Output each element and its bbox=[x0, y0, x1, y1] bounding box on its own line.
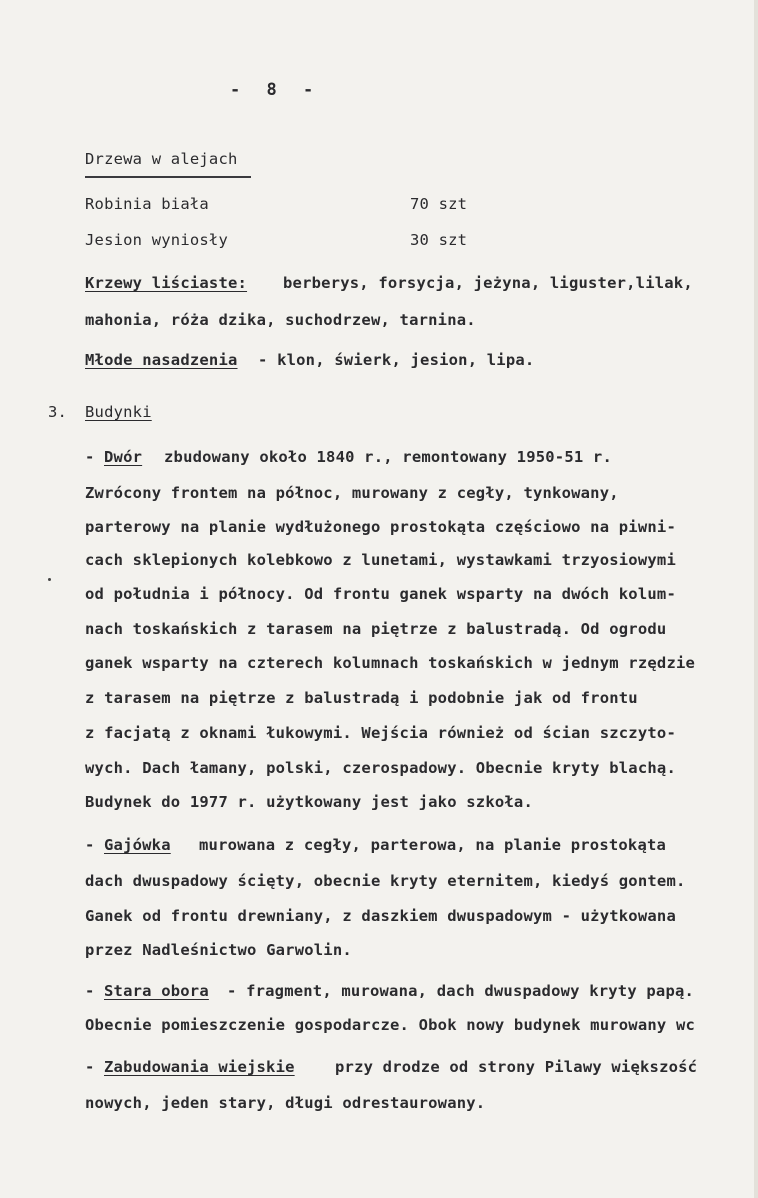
section-heading-buildings: Budynki bbox=[85, 403, 152, 421]
shrubs-label: Krzewy liściaste: bbox=[85, 274, 248, 292]
body-line: nowych, jeden stary, długi odrestaurowany. bbox=[85, 1094, 486, 1112]
body-line: ganek wsparty na czterech kolumnach toskańskich w jednym rzędzie bbox=[85, 654, 696, 672]
section-heading-avenues: Drzewa w alejach bbox=[85, 150, 238, 168]
body-line: przez Nadleśnictwo Garwolin. bbox=[85, 941, 352, 959]
dash: - bbox=[85, 836, 95, 854]
page-number: - 8 - bbox=[230, 80, 322, 100]
tree-name: Jesion wyniosły bbox=[85, 231, 228, 249]
shrubs-text: mahonia, róża dzika, suchodrzew, tarnina. bbox=[85, 311, 476, 329]
dash: - bbox=[85, 448, 95, 466]
body-line: Obecnie pomieszczenie gospodarcze. Obok nowy budynek murowany wc bbox=[85, 1016, 696, 1034]
young-plantings-label: Młode nasadzenia bbox=[85, 351, 238, 369]
body-line: cach sklepionych kolebkowo z lunetami, wystawkami trzyosiowymi bbox=[85, 551, 676, 569]
body-line: Ganek od frontu drewniany, z daszkiem dwuspadowym - użytkowana bbox=[85, 907, 676, 925]
body-line: parterowy na planie wydłużonego prostokąta częściowo na piwni- bbox=[85, 518, 676, 536]
body-line: Budynek do 1977 r. użytkowany jest jako szkoła. bbox=[85, 793, 533, 811]
body-line: z facjatą z oknami łukowymi. Wejścia również od ścian szczyto- bbox=[85, 724, 676, 742]
body-line: Zwrócony frontem na północ, murowany z cegły, tynkowany, bbox=[85, 484, 619, 502]
body-line: murowana z cegły, parterowa, na planie prostokąta bbox=[199, 836, 667, 854]
body-line: - fragment, murowana, dach dwuspadowy kryty papą. bbox=[227, 982, 695, 1000]
tree-name: Robinia biała bbox=[85, 195, 209, 213]
section-number: 3. bbox=[48, 403, 68, 421]
building-label-dwor: Dwór bbox=[104, 448, 143, 466]
dash: - bbox=[85, 1058, 95, 1076]
heading-underline bbox=[85, 176, 251, 178]
building-label-gajowka: Gajówka bbox=[104, 836, 171, 854]
body-line: z tarasem na piętrze z balustradą i podobnie jak od frontu bbox=[85, 689, 638, 707]
dash: - bbox=[85, 982, 95, 1000]
tree-count: 30 szt bbox=[410, 231, 468, 249]
tree-count: 70 szt bbox=[410, 195, 468, 213]
body-line: wych. Dach łamany, polski, czerospadowy. Obecnie kryty blachą. bbox=[85, 759, 676, 777]
body-line: zbudowany około 1840 r., remontowany 1950-51 r. bbox=[164, 448, 612, 466]
body-line: przy drodze od strony Pilawy większość bbox=[335, 1058, 698, 1076]
body-line: dach dwuspadowy ścięty, obecnie kryty eternitem, kiedyś gontem. bbox=[85, 872, 686, 890]
stray-ink-dot bbox=[48, 578, 51, 581]
body-line: od południa i północy. Od frontu ganek wsparty na dwóch kolum- bbox=[85, 585, 676, 603]
shrubs-text: berberys, forsycja, jeżyna, liguster,lilak, bbox=[283, 274, 693, 292]
building-label-obora: Stara obora bbox=[104, 982, 209, 1000]
paper-edge bbox=[754, 0, 758, 1198]
building-label-zabudowania: Zabudowania wiejskie bbox=[104, 1058, 295, 1076]
body-line: nach toskańskich z tarasem na piętrze z balustradą. Od ogrodu bbox=[85, 620, 667, 638]
young-plantings-text: - klon, świerk, jesion, lipa. bbox=[258, 351, 535, 369]
